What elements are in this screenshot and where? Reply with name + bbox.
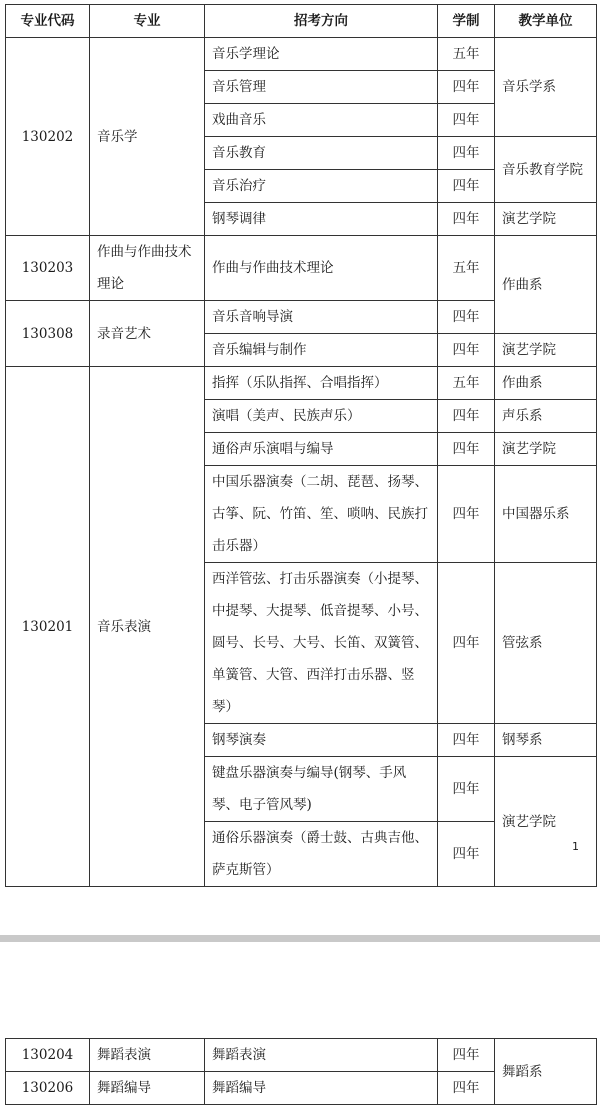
- unit-cell: 音乐学系: [495, 38, 597, 137]
- years-cell: 四年: [438, 400, 495, 433]
- years-cell: 四年: [438, 1039, 495, 1072]
- page-2: [0, 942, 600, 1110]
- table-row: [6, 1039, 597, 1072]
- years-cell: 五年: [438, 236, 495, 301]
- unit-cell: 演艺学院: [495, 203, 597, 236]
- direction-cell: 中国乐器演奏（二胡、琵琶、扬琴、古筝、阮、竹笛、笙、唢呐、民族打击乐器）: [205, 466, 438, 563]
- major-code-cell: 130204: [6, 1039, 90, 1072]
- major-name-cell: 录音艺术: [90, 301, 205, 367]
- years-cell: 四年: [438, 137, 495, 170]
- major-name-cell: 音乐学: [90, 38, 205, 236]
- direction-cell: 音乐管理: [205, 71, 438, 104]
- direction-cell: 西洋管弦、打击乐器演奏（小提琴、中提琴、大提琴、低音提琴、小号、圆号、长号、大号、长笛、双簧管、单簧管、大管、西洋打击乐器、竖琴）: [205, 563, 438, 724]
- direction-cell: 指挥（乐队指挥、合唱指挥）: [205, 367, 438, 400]
- direction-cell: 钢琴调律: [205, 203, 438, 236]
- unit-cell: 舞蹈系: [495, 1039, 597, 1105]
- major-name-cell: 舞蹈表演: [90, 1039, 205, 1072]
- page-number: 1: [572, 840, 579, 853]
- direction-cell: 演唱（美声、民族声乐）: [205, 400, 438, 433]
- years-cell: 四年: [438, 724, 495, 757]
- years-cell: 四年: [438, 170, 495, 203]
- years-cell: 四年: [438, 1072, 495, 1105]
- direction-cell: 通俗声乐演唱与编导: [205, 433, 438, 466]
- header-code: 专业代码: [6, 5, 90, 38]
- years-cell: 四年: [438, 563, 495, 724]
- major-code-cell: 130201: [6, 367, 90, 887]
- table-row: [6, 38, 597, 71]
- years-cell: 四年: [438, 757, 495, 822]
- years-cell: 四年: [438, 466, 495, 563]
- years-cell: 四年: [438, 822, 495, 887]
- unit-cell: 演艺学院: [495, 757, 597, 887]
- major-name-cell: 音乐表演: [90, 367, 205, 887]
- years-cell: 五年: [438, 38, 495, 71]
- header-direction: 招考方向: [205, 5, 438, 38]
- years-cell: 四年: [438, 203, 495, 236]
- header-years: 学制: [438, 5, 495, 38]
- direction-cell: 钢琴演奏: [205, 724, 438, 757]
- direction-cell: 音乐教育: [205, 137, 438, 170]
- unit-cell: 作曲系: [495, 367, 597, 400]
- direction-cell: 键盘乐器演奏与编导(钢琴、手风琴、电子管风琴): [205, 757, 438, 822]
- major-name-cell: 作曲与作曲技术理论: [90, 236, 205, 301]
- header-major: 专业: [90, 5, 205, 38]
- majors-table: [5, 4, 597, 887]
- direction-cell: 舞蹈编导: [205, 1072, 438, 1105]
- major-code-cell: 130202: [6, 38, 90, 236]
- table-row: [6, 236, 597, 301]
- direction-cell: 音乐音响导演: [205, 301, 438, 334]
- direction-cell: 音乐治疗: [205, 170, 438, 203]
- direction-cell: 舞蹈表演: [205, 1039, 438, 1072]
- unit-cell: 声乐系: [495, 400, 597, 433]
- header-unit: 教学单位: [495, 5, 597, 38]
- years-cell: 四年: [438, 71, 495, 104]
- majors-table-continued: [5, 1038, 597, 1105]
- direction-cell: 戏曲音乐: [205, 104, 438, 137]
- direction-cell: 音乐编辑与制作: [205, 334, 438, 367]
- unit-cell: 音乐教育学院: [495, 137, 597, 203]
- unit-cell: 演艺学院: [495, 334, 597, 367]
- direction-cell: 音乐学理论: [205, 38, 438, 71]
- unit-cell: 钢琴系: [495, 724, 597, 757]
- unit-cell: 中国器乐系: [495, 466, 597, 563]
- unit-cell: 演艺学院: [495, 433, 597, 466]
- years-cell: 四年: [438, 433, 495, 466]
- page-separator: [0, 935, 600, 942]
- unit-cell: 作曲系: [495, 236, 597, 334]
- major-code-cell: 130203: [6, 236, 90, 301]
- table-row: [6, 367, 597, 400]
- years-cell: 四年: [438, 301, 495, 334]
- years-cell: 四年: [438, 104, 495, 137]
- years-cell: 五年: [438, 367, 495, 400]
- major-name-cell: 舞蹈编导: [90, 1072, 205, 1105]
- direction-cell: 通俗乐器演奏（爵士鼓、古典吉他、萨克斯管）: [205, 822, 438, 887]
- unit-cell: 管弦系: [495, 563, 597, 724]
- major-code-cell: 130308: [6, 301, 90, 367]
- direction-cell: 作曲与作曲技术理论: [205, 236, 438, 301]
- major-code-cell: 130206: [6, 1072, 90, 1105]
- header-row: [6, 5, 597, 38]
- years-cell: 四年: [438, 334, 495, 367]
